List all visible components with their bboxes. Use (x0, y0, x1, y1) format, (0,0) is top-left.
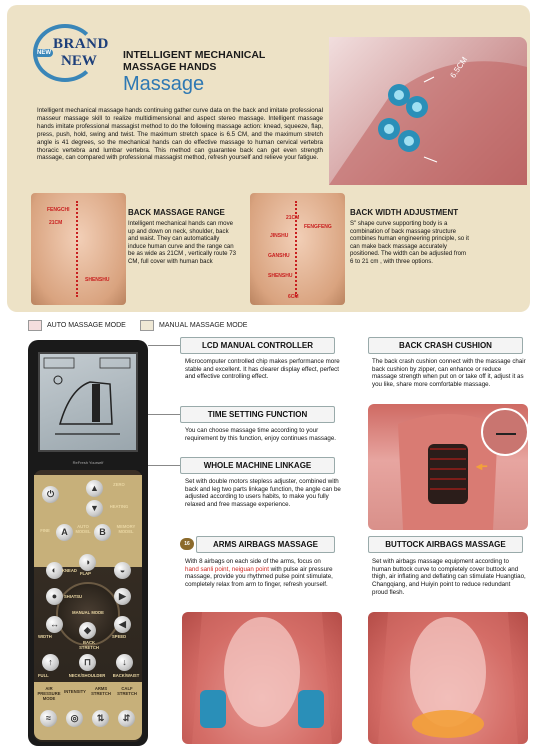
back-range-title: BACK MASSAGE RANGE (128, 208, 225, 217)
remote-controller (28, 340, 148, 746)
speed-button[interactable]: ▶ (114, 588, 131, 605)
back-waist-button[interactable]: ↓ (116, 654, 133, 671)
arms-airbags-image (182, 612, 342, 744)
intro-panel (7, 5, 530, 312)
arms-stretch-button[interactable]: ⇅ (92, 710, 109, 727)
power-button[interactable]: ⏻ (42, 486, 59, 503)
buttock-airbags-title: BUTTOCK AIRBAGS MASSAGE (368, 536, 523, 553)
back-stretch-button[interactable]: ◆ (79, 622, 96, 639)
back-cushion-title: BACK CRASH CUSHION (368, 337, 523, 354)
calf-stretch-button[interactable]: ⇵ (118, 710, 135, 727)
machine-linkage-title: WHOLE MACHINE LINKAGE (180, 457, 335, 474)
time-setting-text: You can choose massage time according to your requirement by this function, enjoy continues massage. (185, 427, 336, 442)
heating-button[interactable]: ▼ (86, 500, 103, 517)
lcd-controller-title: LCD MANUAL CONTROLLER (180, 337, 335, 354)
arms-airbags-title: ARMS AIRBAGS MASSAGE (196, 536, 335, 553)
memory-model-button[interactable]: B (94, 524, 111, 541)
knead-button[interactable]: ◐ (46, 562, 63, 579)
page-subtitle: Massage (123, 73, 205, 95)
brand-new-logo: NEW BRAND NEW (31, 22, 111, 84)
page-title: INTELLIGENT MECHANICAL MASSAGE HANDS (123, 49, 266, 73)
auto-model-button[interactable]: A (56, 524, 73, 541)
air-pressure-button[interactable]: ≈ (40, 710, 57, 727)
machine-linkage-text: Set with double motors stepless adjuster, combined with back and leg two parts linkage function, the angle can be adjusted according to users habits, to make you fully relaxed and free massage experience. (185, 478, 341, 509)
back-range-text: Intelligent mechanical hands can move up and down on neck, shoulder, back and waist. They can automatically induce human curve and the range can be as wide as 21CM , vertically route 73 CM, full cover with human back (128, 220, 237, 265)
intensity-button[interactable]: ◎ (66, 710, 83, 727)
speed-down-button[interactable]: ◀ (114, 616, 131, 633)
back-cushion-text: The back crash cushion connect with the massage chair back cushion by zipper, can enhance or reduce massage strength when put on or take off it, adjust it as you like, share more comfortable massage. (372, 358, 526, 389)
lcd-controller-text: Microcomputer controlled chip makes performance more stable and excellent. It has clearer display effect, perfect and effective controlling effect. (185, 358, 340, 381)
width-button[interactable]: ↔ (46, 616, 63, 633)
kneading-flap-button[interactable]: ◒ (114, 562, 131, 579)
back-range-image: FENGCHI 21CM SHENSHU (31, 193, 126, 305)
buttock-airbags-text: Set with airbags massage equipment according to human buttock curve to completely cover buttock and thigh, air inflating and deflating can stimulate Huangtiao, Changqiang, and Huiyin point to reduce redundant proud flesh. (372, 558, 526, 596)
arms-airbags-text: With 8 airbags on each side of the arms, focus on hand sanli point, neiguan point with pulse air pressure massage, provide you rhythmed pulse point stimulate, completely relax from arm to finger, refresh yourself. (185, 558, 333, 589)
lcd-screen (38, 352, 138, 452)
back-width-title: BACK WIDTH ADJUSTMENT (350, 208, 459, 217)
auto-swatch (28, 320, 42, 331)
intro-paragraph: Intelligent mechanical massage hands continuing gather curve data on the back and imitate professional masseur massage skill to realize multidimensional and aspect stereo massage. Intelligent massage hands imitate professional massagist method to do the following massage action: knead, squeeze, flap, press, push, hold, swing and twist. The maximum stretch space is 6.5 CM, and the maximum stretch angle is 41 degrees, so the mechanical hands can do effective massage to human cervical vertebra thoracic vertebra and lumbar vertebra. This method can guarantee back can get even strength massage, can compared with professional massagist method, refresh yourself and relieve your fatigue. (37, 107, 323, 162)
shiatsu-button[interactable]: ● (46, 588, 63, 605)
legend-manual: MANUAL MASSAGE MODE (140, 318, 247, 332)
manual-swatch (140, 320, 154, 331)
airbag-count-badge: 16 (180, 538, 194, 550)
button-panel: ⏻ ▲ ZERO ▼ HEATING FINE A AUTO MODEL B MEMORY MODEL ◐ KNEAD ◑ FLAP ◒ ● SHIATSU ▶ MANUAL MODE ↔ WIDTH ◆ BACK STRETCH ◀ SPEED ↑ ⊓ ↓ FULL NECK/SHOULDER BACK/WAIST AIR PRESSURE MODE INTENSITY ARMS STRETCH CALF STRETCH ≈ ◎ ⇅ ⇵ (34, 470, 142, 742)
stretch-dimension-label: 6.5CM (448, 55, 470, 80)
massage-hands-image (329, 37, 527, 185)
lcd-footer: ReFresh Yourself (72, 460, 104, 465)
buttock-airbags-image (368, 612, 528, 744)
neck-shoulder-button[interactable]: ⊓ (79, 654, 96, 671)
zero-button[interactable]: ▲ (86, 480, 103, 497)
time-setting-title: TIME SETTING FUNCTION (180, 406, 335, 423)
back-width-text: S" shape curve supporting body is a combination of back massage structure combines human engineering principle, so it can make back massage accurately positioned. The width can be adjusted from 6 to 21 cm , with three options. (350, 220, 469, 265)
legend-auto: AUTO MASSAGE MODE (28, 318, 126, 332)
back-cushion-image: ◀━ (368, 404, 528, 530)
back-width-image: 21CM FENGFENG JINSHU GANSHU SHENSHU 6CM (250, 193, 345, 305)
flap-button[interactable]: ◑ (79, 554, 96, 571)
full-button[interactable]: ↑ (42, 654, 59, 671)
